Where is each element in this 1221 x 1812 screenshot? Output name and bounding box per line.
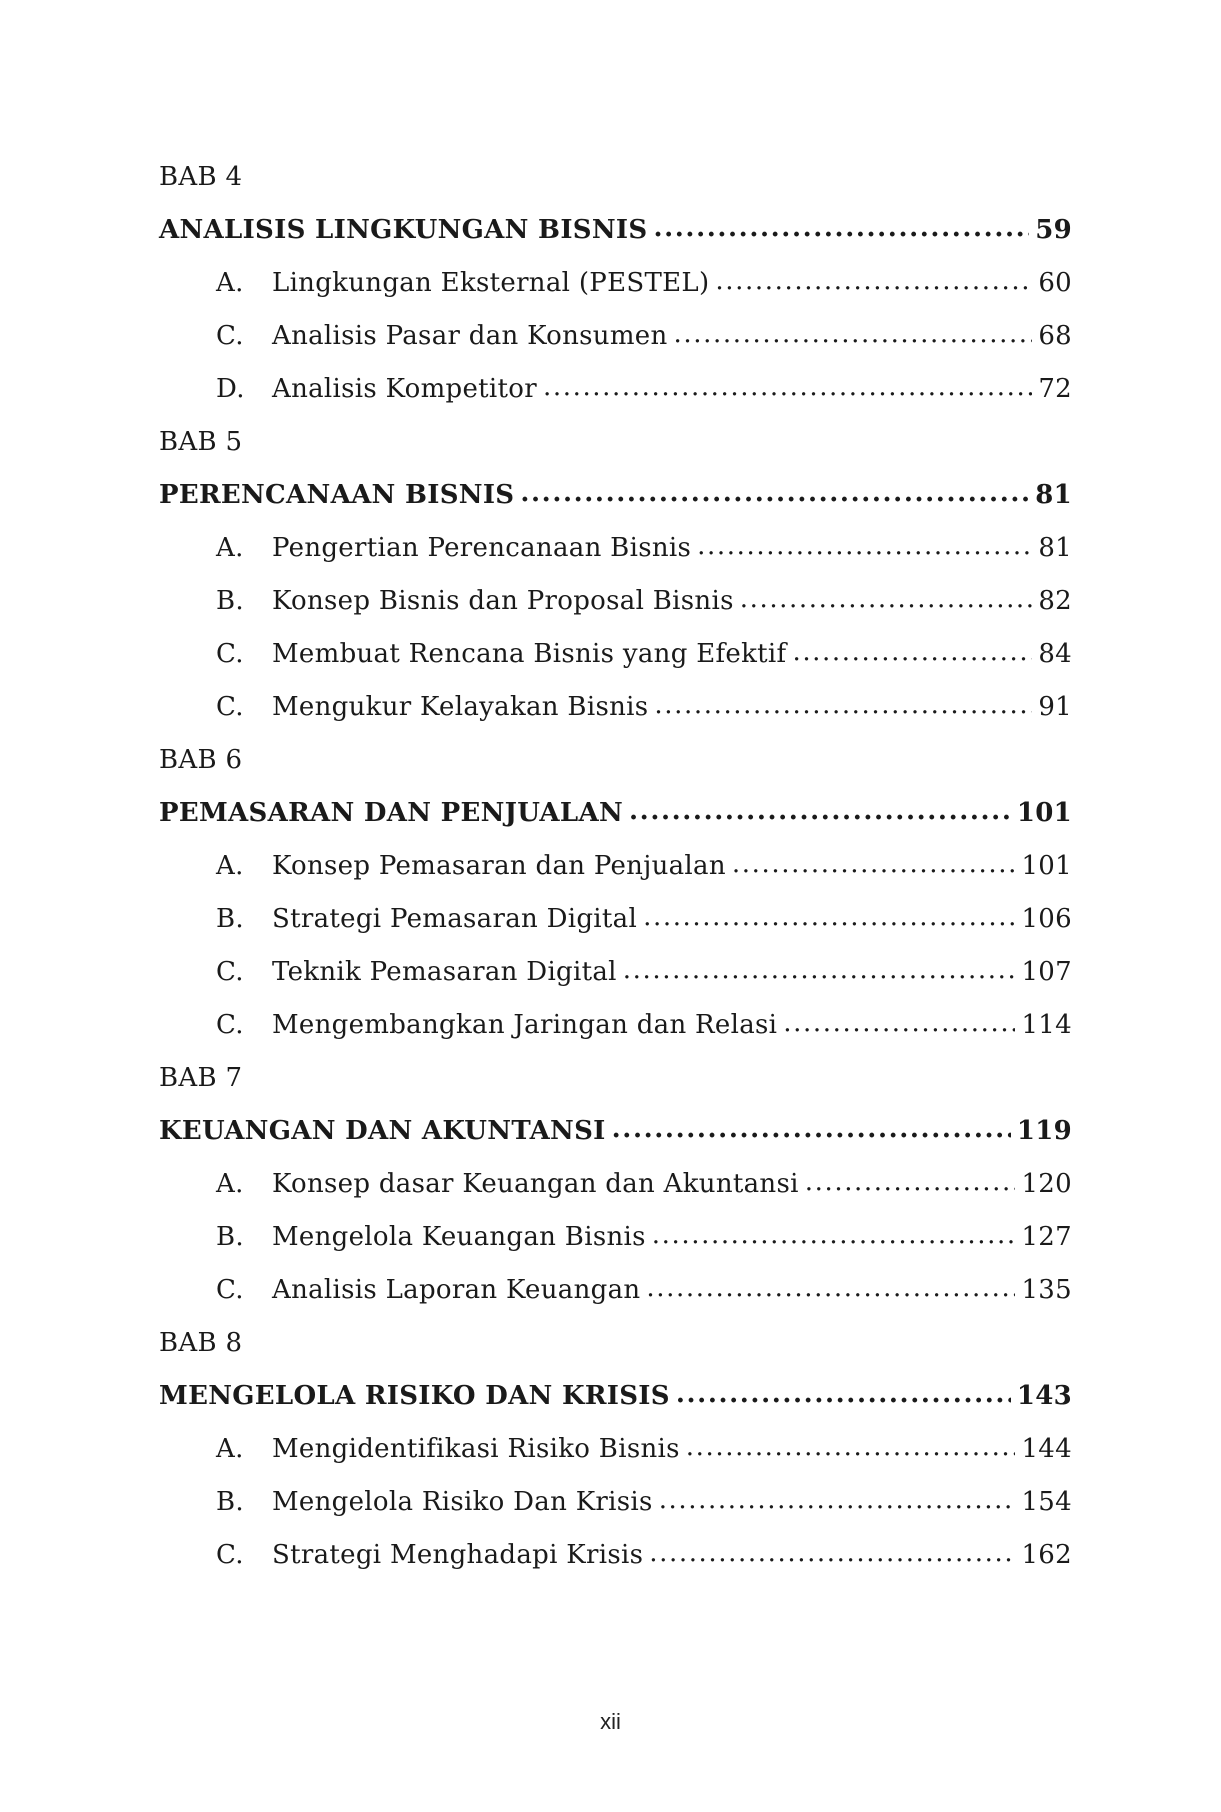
entry-title: Konsep dasar Keuangan dan Akuntansi	[272, 1168, 799, 1199]
chapter-title: ANALISIS LINGKUNGAN BISNIS	[159, 214, 648, 245]
entry-title: Strategi Menghadapi Krisis	[272, 1539, 644, 1570]
chapter-heading	[159, 1369, 1072, 1422]
dot-leader	[805, 1169, 1016, 1199]
dot-leader	[697, 533, 1032, 563]
entry-title: Analisis Pasar dan Konsumen	[272, 320, 668, 351]
chapter-title: KEUANGAN DAN AKUNTANSI	[159, 1115, 606, 1146]
chapter-page: 119	[1016, 1115, 1072, 1146]
dot-leader	[783, 1010, 1015, 1040]
entry-letter: C.	[216, 1274, 244, 1305]
chapter-page: 143	[1016, 1380, 1072, 1411]
entry-letter: A.	[216, 267, 244, 298]
entry-letter: C.	[216, 638, 244, 669]
entry-page: 127	[1021, 1221, 1072, 1252]
dot-leader	[653, 215, 1029, 245]
dot-leader	[612, 1116, 1011, 1146]
toc-entry	[159, 839, 1072, 892]
toc-entry	[159, 574, 1072, 627]
chapter-title: MENGELOLA RISIKO DAN KRISIS	[159, 1380, 670, 1411]
dot-leader	[792, 639, 1032, 669]
entry-title: Konsep Pemasaran dan Penjualan	[272, 850, 726, 881]
entry-page: 154	[1021, 1486, 1072, 1517]
entry-letter: C.	[216, 1009, 244, 1040]
dot-leader	[686, 1434, 1016, 1464]
toc-entry	[159, 521, 1072, 574]
dot-leader	[659, 1487, 1016, 1517]
toc-entry	[159, 680, 1072, 733]
entry-page: 144	[1021, 1433, 1072, 1464]
chapter-heading	[159, 468, 1072, 521]
entry-page: 82	[1038, 585, 1072, 616]
toc-entry	[159, 627, 1072, 680]
entry-letter: D.	[216, 373, 245, 404]
toc-entry	[159, 1528, 1072, 1581]
entry-letter: B.	[216, 1486, 244, 1517]
entry-title: Analisis Laporan Keuangan	[272, 1274, 641, 1305]
entry-title: Strategi Pemasaran Digital	[272, 903, 638, 934]
entry-title: Mengelola Risiko Dan Krisis	[272, 1486, 653, 1517]
entry-title: Mengidentifikasi Risiko Bisnis	[272, 1433, 680, 1464]
toc-entry	[159, 998, 1072, 1051]
dot-leader	[520, 480, 1029, 510]
chapter-heading	[159, 203, 1072, 256]
chapter-page: 81	[1035, 479, 1072, 510]
bab-label: BAB 6	[159, 744, 243, 775]
entry-letter: C.	[216, 691, 244, 722]
bab-label: BAB 4	[159, 161, 243, 192]
entry-letter: A.	[216, 850, 244, 881]
entry-letter: B.	[216, 1221, 244, 1252]
entry-letter: C.	[216, 1539, 244, 1570]
entry-title: Teknik Pemasaran Digital	[272, 956, 617, 987]
toc-entry	[159, 1475, 1072, 1528]
entry-page: 81	[1038, 532, 1072, 563]
entry-title: Membuat Rencana Bisnis yang Efektif	[272, 638, 787, 669]
dot-leader	[629, 798, 1011, 828]
dot-leader	[654, 692, 1032, 722]
entry-title: Mengukur Kelayakan Bisnis	[272, 691, 649, 722]
entry-page: 106	[1021, 903, 1072, 934]
page-number: xii	[600, 1709, 621, 1734]
entry-page: 162	[1021, 1539, 1072, 1570]
toc-entry	[159, 1210, 1072, 1263]
dot-leader	[623, 957, 1016, 987]
entry-title: Pengertian Perencanaan Bisnis	[272, 532, 692, 563]
table-of-contents	[159, 150, 1072, 1581]
entry-page: 60	[1038, 267, 1072, 298]
entry-page: 72	[1038, 373, 1072, 404]
entry-title: Mengelola Keuangan Bisnis	[272, 1221, 646, 1252]
dot-leader	[543, 374, 1032, 404]
toc-entry	[159, 362, 1072, 415]
toc-entry	[159, 1157, 1072, 1210]
chapter-heading	[159, 786, 1072, 839]
entry-page: 107	[1021, 956, 1072, 987]
entry-title: Mengembangkan Jaringan dan Relasi	[272, 1009, 778, 1040]
toc-entry	[159, 1422, 1072, 1475]
chapter-title: PEMASARAN DAN PENJUALAN	[159, 797, 624, 828]
bab-label: BAB 8	[159, 1327, 243, 1358]
chapter-page: 59	[1035, 214, 1072, 245]
bab-label: BAB 7	[159, 1062, 243, 1093]
entry-letter: B.	[216, 585, 244, 616]
dot-leader	[646, 1275, 1015, 1305]
entry-letter: A.	[216, 1168, 244, 1199]
entry-page: 120	[1021, 1168, 1072, 1199]
entry-title: Konsep Bisnis dan Proposal Bisnis	[272, 585, 734, 616]
dot-leader	[715, 268, 1032, 298]
entry-page: 135	[1021, 1274, 1072, 1305]
entry-letter: C.	[216, 956, 244, 987]
dot-leader	[674, 321, 1033, 351]
dot-leader	[732, 851, 1016, 881]
entry-title: Analisis Kompetitor	[272, 373, 537, 404]
dot-leader	[676, 1381, 1011, 1411]
chapter-page: 101	[1016, 797, 1072, 828]
toc-entry	[159, 309, 1072, 362]
chapter-title: PERENCANAAN BISNIS	[159, 479, 515, 510]
toc-entry	[159, 945, 1072, 998]
entry-letter: C.	[216, 320, 244, 351]
entry-letter: A.	[216, 532, 244, 563]
chapter-heading	[159, 1104, 1072, 1157]
entry-page: 68	[1038, 320, 1072, 351]
dot-leader	[643, 904, 1015, 934]
entry-page: 101	[1021, 850, 1072, 881]
entry-page: 91	[1038, 691, 1072, 722]
dot-leader	[740, 586, 1033, 616]
entry-title: Lingkungan Eksternal (PESTEL)	[272, 267, 710, 298]
toc-entry	[159, 256, 1072, 309]
entry-page: 84	[1038, 638, 1072, 669]
entry-page: 114	[1021, 1009, 1072, 1040]
dot-leader	[649, 1540, 1015, 1570]
dot-leader	[652, 1222, 1016, 1252]
toc-entry	[159, 1263, 1072, 1316]
entry-letter: A.	[216, 1433, 244, 1464]
toc-entry	[159, 892, 1072, 945]
bab-label: BAB 5	[159, 426, 243, 457]
entry-letter: B.	[216, 903, 244, 934]
